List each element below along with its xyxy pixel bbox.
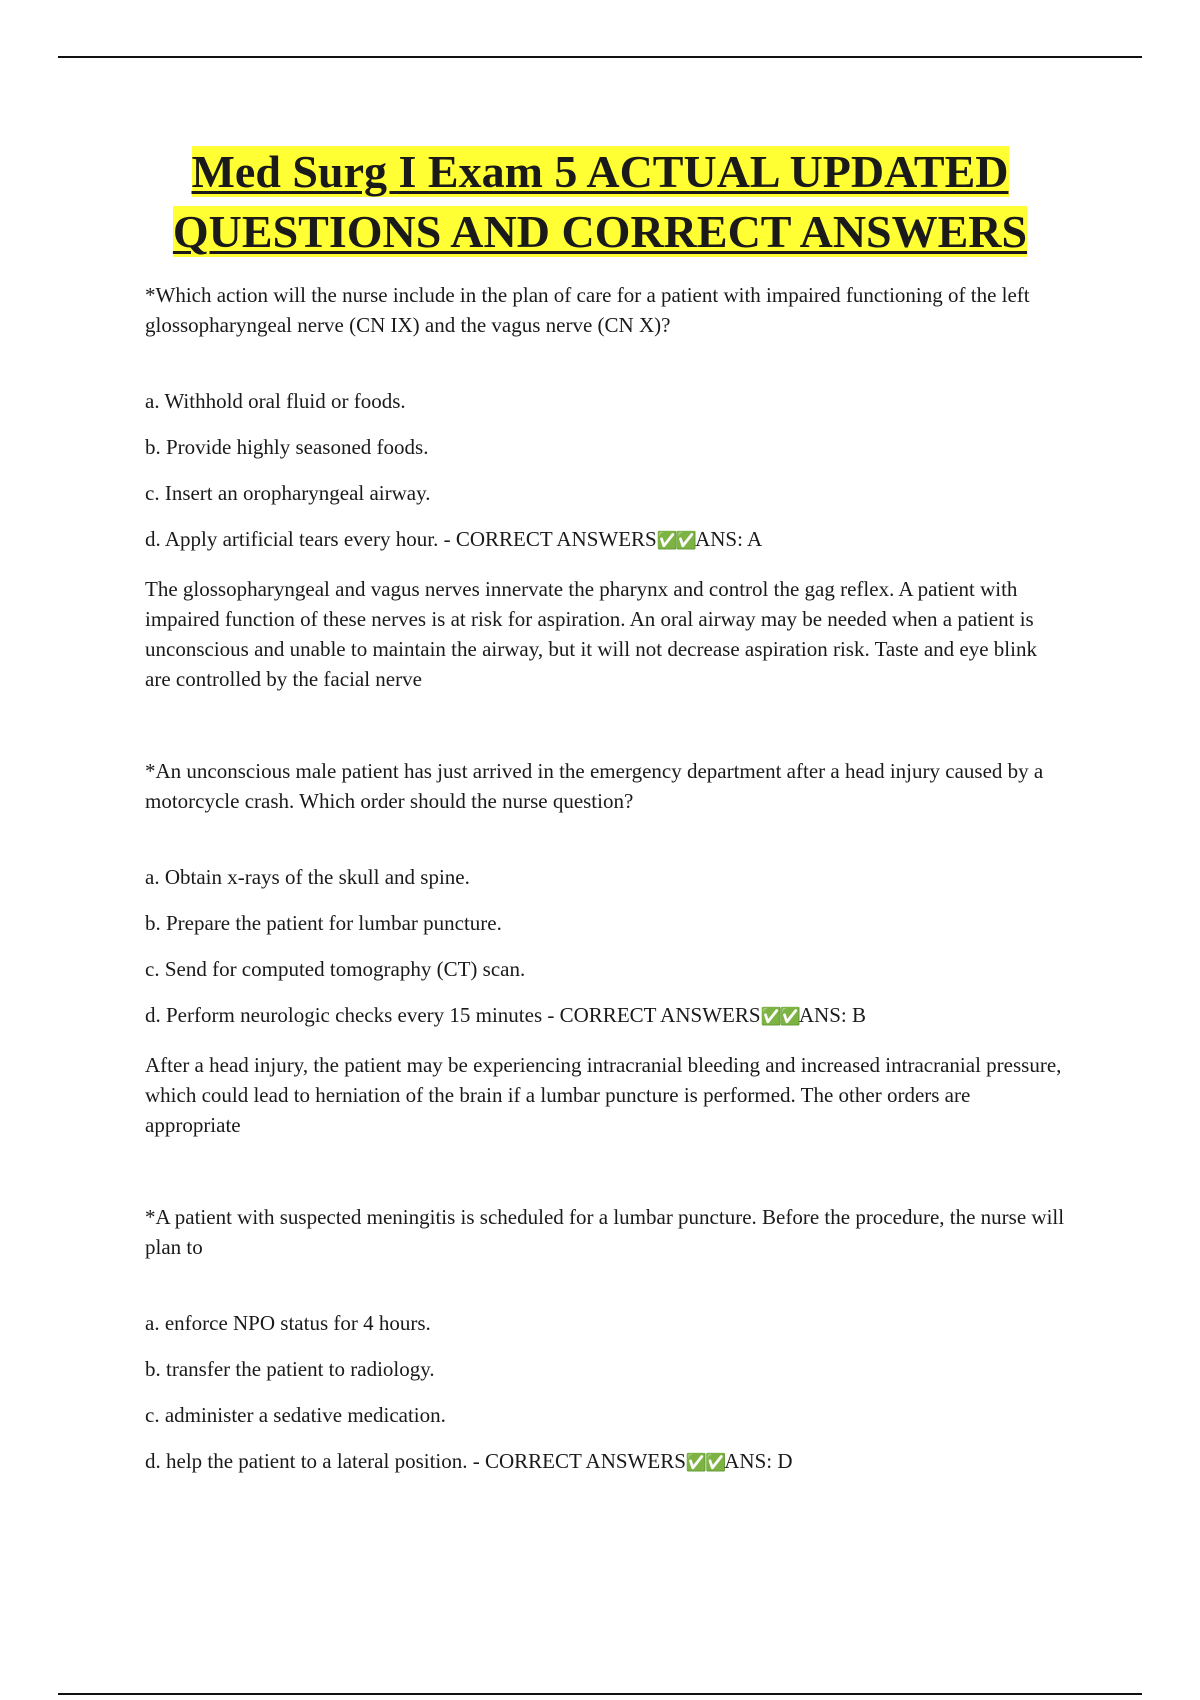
answer-option-c: c. Insert an oropharyngeal airway. — [145, 481, 431, 505]
answer-option-d — [145, 1000, 1065, 1032]
question-stem: *Which action will the nurse include in the plan of care for a patient with impaired functioning of the left glossopharyngeal nerve (CN IX) and the vagus nerve (CN X)? — [145, 283, 1030, 337]
checkmark-icon: ✅✅ — [760, 1007, 799, 1027]
answer-rationale: The glossopharyngeal and vagus nerves innervate the pharynx and control the gag reflex. A patient with impaired function of these nerves is at risk for aspiration. An oral airway may be needed when a patient is unconscious and unable to maintain the airway, but it will not decrease aspiration risk. Taste and eye blink are controlled by the facial nerve — [145, 577, 1037, 691]
answer-option-c: c. administer a sedative medication. — [145, 1403, 446, 1427]
answer-option-a: a. enforce NPO status for 4 hours. — [145, 1311, 431, 1335]
question-stem: *A patient with suspected meningitis is scheduled for a lumbar puncture. Before the procedure, the nurse will plan to — [145, 1205, 1065, 1259]
answer-option-d — [145, 524, 1065, 556]
answer-rationale: After a head injury, the patient may be experiencing intracranial bleeding and increased intracranial pressure, which could lead to herniation of the brain if a lumbar puncture is performed. The other orders are appropriate — [145, 1053, 1062, 1137]
document-title — [0, 142, 1200, 262]
question-block-1 — [145, 280, 1065, 694]
answer-option-c: c. Send for computed tomography (CT) scan. — [145, 957, 526, 981]
answer-option-a: a. Obtain x-rays of the skull and spine. — [145, 865, 470, 889]
correct-answer: ANS: A — [695, 527, 763, 551]
question-block-3 — [145, 1202, 1065, 1478]
document-body — [145, 280, 1065, 1496]
checkmark-icon: ✅✅ — [656, 531, 696, 551]
question-block-2 — [145, 756, 1065, 1140]
option-d-text: d. help the patient to a lateral position. - CORRECT ANSWERS — [145, 1449, 686, 1473]
answer-option-b: b. transfer the patient to radiology. — [145, 1357, 435, 1381]
header-rule — [58, 56, 1142, 58]
question-stem: *An unconscious male patient has just arrived in the emergency department after a head injury caused by a motorcycle crash. Which order should the nurse question? — [145, 759, 1044, 813]
option-d-text: d. Apply artificial tears every hour. - CORRECT ANSWERS — [145, 527, 657, 551]
correct-answer: ANS: D — [724, 1449, 793, 1473]
checkmark-icon: ✅✅ — [685, 1453, 725, 1473]
option-d-text: d. Perform neurologic checks every 15 minutes - CORRECT ANSWERS — [145, 1003, 761, 1027]
title-line-2: QUESTIONS AND CORRECT ANSWERS — [172, 206, 1028, 257]
answer-option-d — [145, 1446, 1065, 1478]
answer-option-a: a. Withhold oral fluid or foods. — [145, 389, 406, 413]
answer-option-b: b. Provide highly seasoned foods. — [145, 435, 429, 459]
footer-rule — [58, 1693, 1142, 1695]
correct-answer: ANS: B — [798, 1003, 866, 1027]
answer-option-b: b. Prepare the patient for lumbar puncture. — [145, 911, 502, 935]
title-line-1: Med Surg I Exam 5 ACTUAL UPDATED — [191, 146, 1009, 197]
